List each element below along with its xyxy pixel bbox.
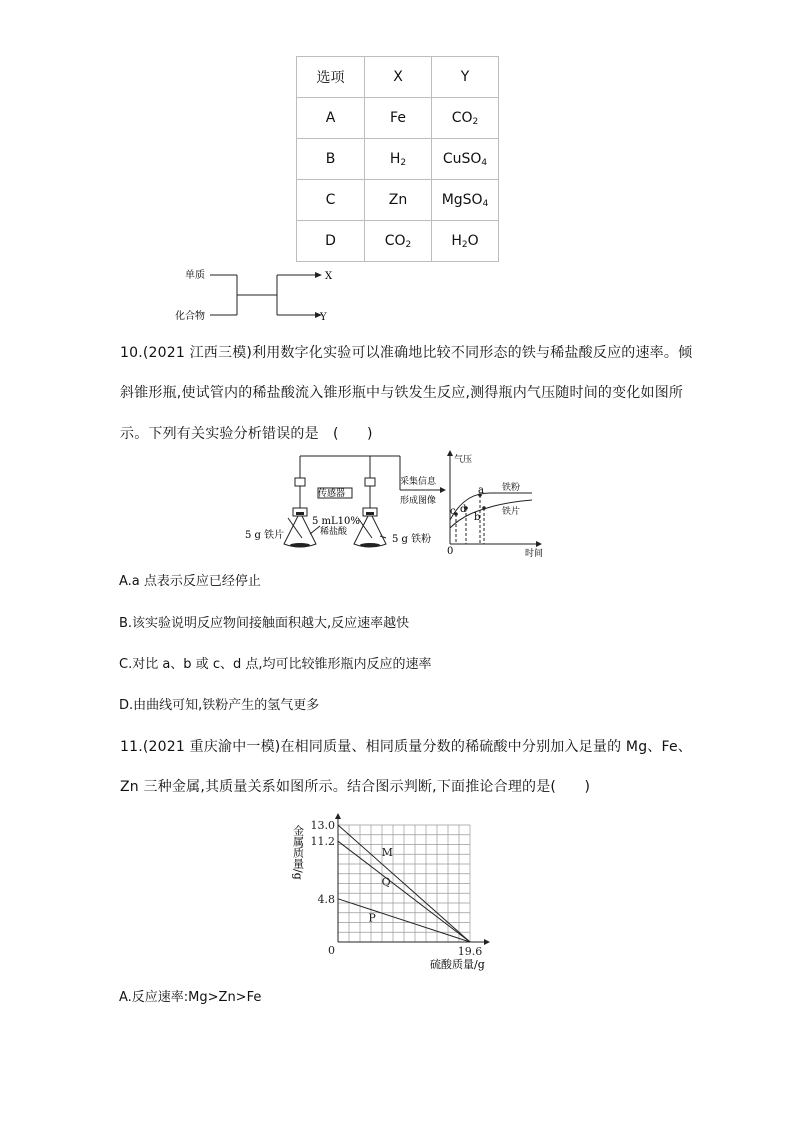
- point-c-label: c: [450, 506, 456, 517]
- y-axis-arrow: [335, 813, 341, 819]
- q11-option-a[interactable]: A.反应速率:Mg>Zn>Fe: [119, 990, 262, 1005]
- cell-option: C: [297, 180, 365, 221]
- point-a-label: a: [478, 485, 484, 496]
- cell-option: A: [297, 98, 365, 139]
- q10-option-d[interactable]: D.由曲线可知,铁粉产生的氢气更多: [119, 698, 320, 713]
- cell-option: D: [297, 221, 365, 262]
- cell-x: $CO_2$: [365, 221, 432, 262]
- sensor-label: 传感器: [318, 489, 346, 499]
- collect-label-line2: 形成图像: [400, 496, 437, 506]
- q10-apparatus-figure: [240, 448, 560, 560]
- q10-stem-line2: 斜锥形瓶,使试管内的稀盐酸流入锥形瓶中与铁发生反应,测得瓶内气压随时间的变化如图所: [120, 385, 684, 401]
- cell-option: B: [297, 139, 365, 180]
- table-row: [297, 98, 499, 139]
- q11-stem-line2: Zn 三种金属,其质量关系如图所示。结合图示判断,下面推论合理的是( ): [120, 779, 591, 795]
- q11-metal-acid-chart: [290, 805, 510, 975]
- q11-stem-line1: 11.(2021 重庆渝中一模)在相同质量、相同质量分数的稀硫酸中分别加入足量的 Mg、Fe、: [120, 739, 692, 755]
- q10-stem-line1: 10.(2021 江西三模)利用数字化实验可以准确地比较不同形态的铁与稀盐酸反应的速率。倾: [120, 345, 693, 361]
- curve-iron-powder-label: 铁粉: [502, 483, 521, 493]
- q10-option-a[interactable]: A.a 点表示反应已经停止: [119, 574, 261, 589]
- pressure-axis-label: 气压: [454, 455, 473, 465]
- diagram-left-bottom: 化合物: [175, 311, 205, 322]
- time-axis-label: 时间: [525, 549, 544, 559]
- series-label-p: P: [368, 911, 376, 925]
- y-tick-label: 13.0: [310, 819, 335, 832]
- point-d-label: d: [460, 504, 467, 515]
- diagram-right-top: X: [325, 271, 333, 282]
- options-table: [296, 56, 499, 262]
- chart-ylabel: 金属质量/g: [291, 825, 305, 880]
- table-row: [297, 221, 499, 262]
- header-x: X: [365, 57, 432, 98]
- x-tick-label: 0: [328, 944, 335, 957]
- x-tick-label: 19.6: [457, 945, 483, 958]
- cell-y: CuSO$_4$: [432, 139, 499, 180]
- collect-label-line1: 采集信息: [400, 477, 437, 487]
- y-tick-label: 11.2: [310, 835, 335, 849]
- diagram-right-bottom: Y: [320, 312, 327, 323]
- table-row: [297, 139, 499, 180]
- right-sample-label: 5 g 铁粉: [392, 534, 432, 545]
- left-sample-label: 5 g 铁片: [245, 530, 285, 541]
- cell-y: MgSO$_4$: [432, 180, 499, 221]
- cell-y: $H_2O$: [432, 221, 499, 262]
- cell-y: $CO_2$: [432, 98, 499, 139]
- header-option: 选项: [297, 57, 365, 98]
- curve-iron-sheet-label: 铁片: [502, 507, 521, 517]
- x-axis-arrow: [484, 939, 490, 945]
- q10-option-c[interactable]: C.对比 a、b 或 c、d 点,均可比较锥形瓶内反应的速率: [119, 657, 432, 672]
- graph-origin: 0: [447, 546, 454, 557]
- y-tick-label: 4.8: [317, 892, 335, 906]
- acid-label-line2: 稀盐酸: [320, 527, 348, 537]
- series-label-m: M: [381, 846, 393, 860]
- point-b-label: b: [474, 512, 481, 523]
- chart-xlabel: 硫酸质量/g: [430, 958, 485, 971]
- cell-x: Zn: [365, 180, 432, 221]
- q10-stem-line3: 示。下列有关实验分析错误的是 ( ): [120, 426, 373, 442]
- header-y: Y: [432, 57, 499, 98]
- series-label-q: Q: [381, 875, 391, 889]
- cell-x: $H_2$: [365, 139, 432, 180]
- diagram-left-top: 单质: [185, 270, 205, 281]
- acid-label-line1: 5 mL10%: [312, 516, 360, 527]
- q10-option-b[interactable]: B.该实验说明反应物间接触面积越大,反应速率越快: [119, 616, 410, 631]
- classification-diagram: [165, 262, 345, 324]
- cell-x: Fe: [365, 98, 432, 139]
- table-row: [297, 180, 499, 221]
